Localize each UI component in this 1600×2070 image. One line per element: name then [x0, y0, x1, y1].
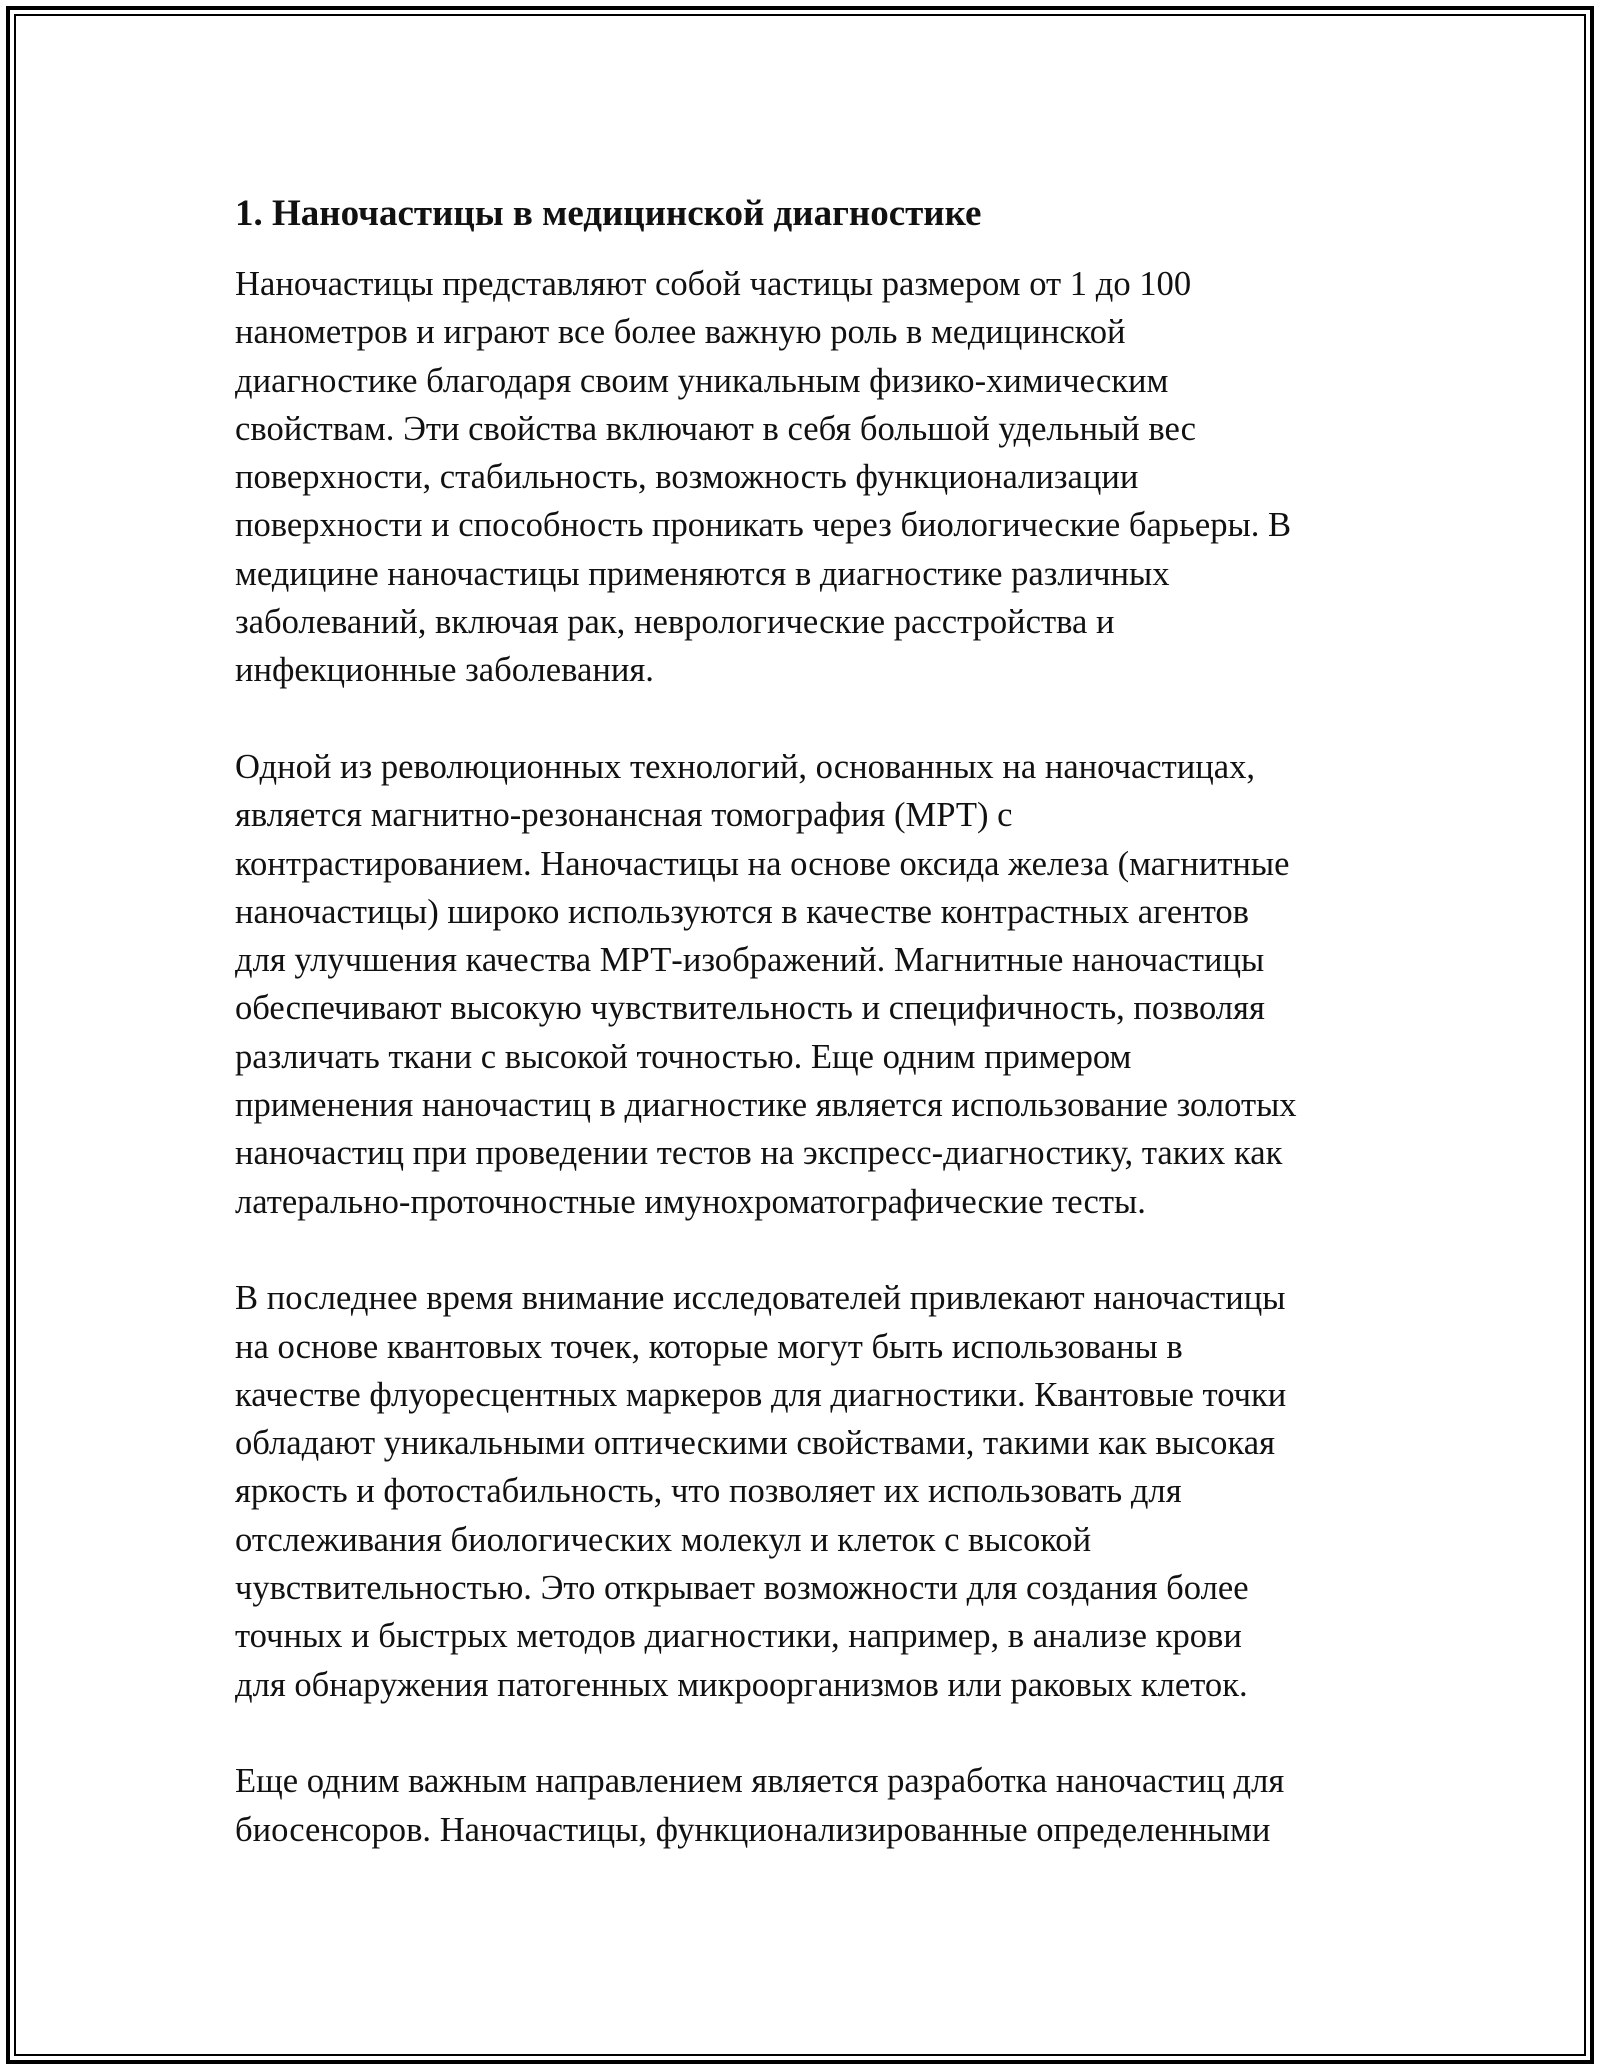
text-line: В последнее время внимание исследователей привлекают наночастицы: [235, 1279, 1286, 1318]
paragraph-2: [235, 743, 1365, 1226]
text-line: обеспечивают высокую чувствительность и специфичность, позволяя: [235, 989, 1265, 1028]
text-line: Наночастицы представляют собой частицы размером от 1 до 100: [235, 265, 1192, 303]
text-line: на основе квантовых точек, которые могут быть использованы в: [235, 1327, 1183, 1366]
paragraph-3: [235, 1274, 1365, 1709]
text-line: поверхности и способность проникать через биологические барьеры. В: [235, 506, 1292, 545]
text-line: качестве флуоресцентных маркеров для диагностики. Квантовые точки: [235, 1375, 1287, 1414]
text-line: заболеваний, включая рак, неврологические расстройства и: [235, 603, 1115, 642]
text-line: для улучшения качества МРТ-изображений. Магнитные наночастицы: [235, 941, 1265, 980]
text-line: различать ткани с высокой точностью. Еще одним примером: [235, 1037, 1132, 1076]
paragraph-1: [235, 260, 1365, 695]
text-line: точных и быстрых методов диагностики, например, в анализе крови: [235, 1617, 1242, 1656]
text-line: является магнитно-резонансная томография (МРТ) с: [235, 796, 1013, 835]
text-line: наночастиц при проведении тестов на экспресс-диагностику, таких как: [235, 1134, 1283, 1173]
text-line: наночастицы) широко используются в качестве контрастных агентов: [235, 892, 1249, 931]
text-line: Одной из революционных технологий, основанных на наночастицах,: [235, 747, 1256, 786]
text-line: диагностике благодаря своим уникальным физико-химическим: [235, 361, 1169, 400]
text-line: для обнаружения патогенных микроорганизмов или раковых клеток.: [235, 1665, 1248, 1704]
text-line: инфекционные заболевания.: [235, 651, 654, 690]
text-line: свойствам. Эти свойства включают в себя большой удельный вес: [235, 409, 1197, 448]
text-line: поверхности, стабильность, возможность функционализации: [235, 458, 1139, 497]
text-line: медицине наночастицы применяются в диагностике различных: [235, 554, 1170, 593]
text-line: контрастированием. Наночастицы на основе оксида железа (магнитные: [235, 844, 1290, 883]
text-line: отслеживания биологических молекул и клеток с высокой: [235, 1520, 1092, 1559]
text-line: биосенсоров. Наночастицы, функционализированные определенными: [235, 1810, 1271, 1849]
text-line: яркость и фотостабильность, что позволяет их использовать для: [235, 1472, 1182, 1511]
text-line: латерально-проточностные имунохроматографические тесты.: [235, 1182, 1146, 1221]
text-line: применения наночастиц в диагностике является использование золотых: [235, 1086, 1297, 1125]
document-body: [235, 186, 1365, 1854]
text-line: нанометров и играют все более важную роль в медицинской: [235, 313, 1126, 352]
text-line: Еще одним важным направлением является разработка наночастиц для: [235, 1762, 1285, 1801]
text-line: обладают уникальными оптическими свойствами, такими как высокая: [235, 1424, 1275, 1463]
text-line: чувствительностью. Это открывает возможности для создания более: [235, 1569, 1249, 1608]
paragraph-4: [235, 1757, 1365, 1854]
section-heading: 1. Наночастицы в медицинской диагностике: [235, 193, 982, 234]
